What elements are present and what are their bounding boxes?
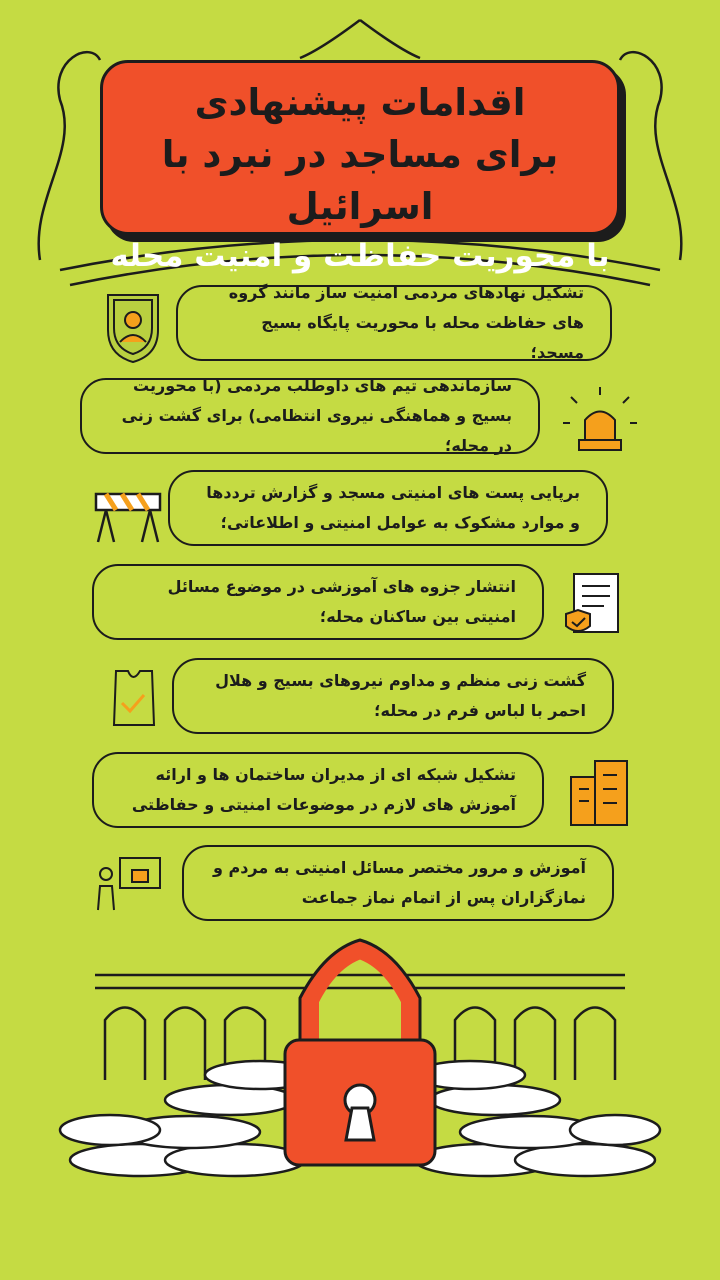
title-subtitle: با محوریت حفاظت و امنیت محله — [110, 238, 610, 274]
title-line-2: برای مساجد در نبرد با اسرائیل — [161, 133, 559, 228]
list-item-text: گشت زنی منظم و مداوم نیروهای بسیج و هلال احمر با لباس فرم در محله؛ — [215, 671, 586, 720]
list-item-text: برپایی پست های امنیتی مسجد و گزارش ترددها و موارد مشکوک به عوامل امنیتی و اطلاعاتی؛ — [206, 483, 580, 532]
siren-icon — [563, 387, 637, 450]
list-item — [172, 658, 614, 734]
list-item-text: سازماندهی تیم های داوطلب مردمی (با محوریت بسیج و هماهنگی نیروی انتظامی) برای گشت زنی در محله؛ — [121, 376, 512, 455]
shield-person-icon — [108, 295, 158, 362]
list-item — [182, 845, 614, 921]
list-item-text: تشکیل نهادهای مردمی امنیت ساز مانند گروه های حفاظت محله با محوریت پایگاه بسیج مسجد؛ — [228, 283, 584, 362]
list-item-text: انتشار جزوه های آموزشی در موضوع مسائل امنیتی بین ساکنان محله؛ — [167, 577, 516, 626]
barrier-icon — [96, 494, 160, 542]
list-item — [92, 564, 544, 640]
list-item — [168, 470, 608, 546]
title-line-1: اقدامات پیشنهادی — [194, 81, 526, 124]
list-item — [80, 378, 540, 454]
list-item-text: آموزش و مرور مختصر مسائل امنیتی به مردم و نمازگزاران پس از اتمام نماز جماعت — [212, 858, 586, 907]
list-item-text: تشکیل شبکه ای از مدیران ساختمان ها و ارائه آموزش های لازم در موضوعات امنیتی و حفاظتی — [131, 765, 516, 814]
title-banner — [100, 60, 620, 274]
document-check-icon — [566, 574, 618, 632]
vest-icon — [114, 671, 154, 725]
list-item — [92, 752, 544, 828]
presentation-lock-icon — [98, 858, 160, 910]
list-item — [176, 285, 612, 361]
buildings-icon — [571, 761, 627, 825]
